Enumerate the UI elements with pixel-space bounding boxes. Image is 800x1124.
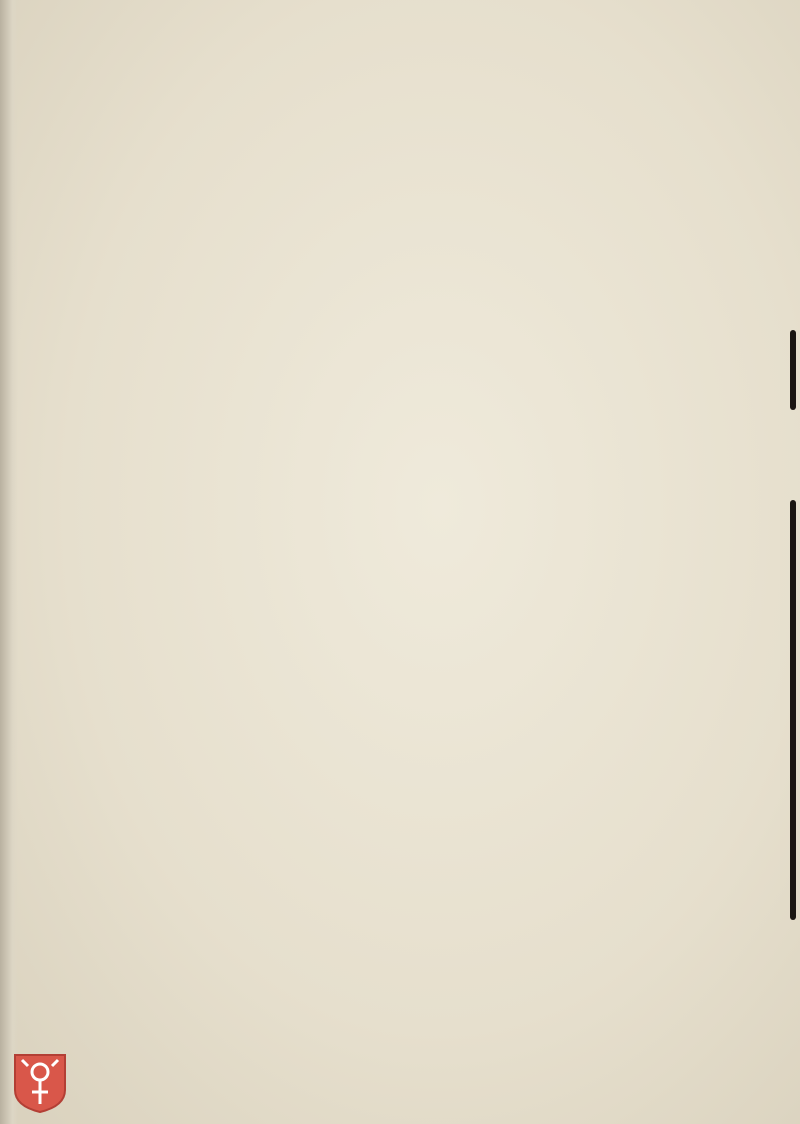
running-header: [134, 42, 798, 72]
page-fold-shadow: [0, 0, 18, 1124]
fatima-logo-icon: [12, 1052, 68, 1114]
edge-mark: [790, 500, 796, 920]
edge-mark: [790, 330, 796, 410]
